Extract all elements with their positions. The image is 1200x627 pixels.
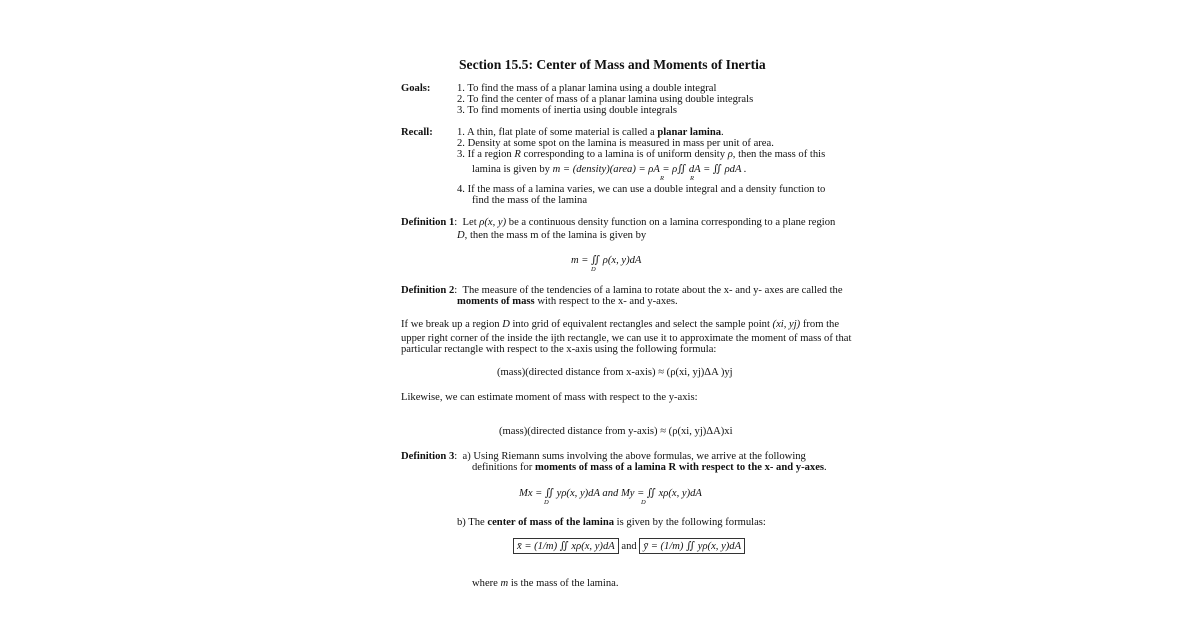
mass-formula: m = ∬ ρ(x, y)dA [571,255,642,266]
definition-3-b: b) The center of mass of the lamina is given by the following formulas: [457,517,766,528]
moments-sub-D-2: D [641,499,646,506]
recall-item-3: 3. If a region R corresponding to a lamina is of uniform density ρ, then the mass of this [457,149,826,160]
recall-item-4-line-2: find the mass of the lamina [472,195,588,206]
ybar-formula: ȳ = (1/m) ∬ yρ(x, y)dA [639,538,745,554]
where-text: where m is the mass of the lamina. [472,578,619,589]
definition-2: Definition 2: The measure of the tendencies of a lamina to rotate about the x- and y- axes are called the [401,285,843,296]
goals-item-1: 1. To find the mass of a planar lamina using a double integral [457,83,717,94]
definition-1: Definition 1: Let ρ(x, y) be a continuous density function on a lamina corresponding to a plane region [401,217,836,228]
recall-label: Recall: [401,127,433,138]
uniform-mass-formula: m = (density)(area) = ρA = ρ∬ dA = ∬ ρdA . [552,164,747,175]
uniform-mass-sub-R-2: R [690,175,694,182]
center-of-mass-formulas [513,538,745,554]
goals-item-3: 3. To find moments of inertia using double integrals [457,105,678,116]
y-axis-moment-formula: (mass)(directed distance from y-axis) ≈ (ρ(xi, yj)ΔA)xi [499,426,733,437]
paragraph-line-2: upper right corner of the inside the ijth rectangle, we can use it to approximate the moment of mass of that [401,333,852,344]
mass-formula-sub-D: D [591,266,596,273]
xbar-formula: x̄ = (1/m) ∬ xρ(x, y)dA [513,538,619,554]
goals-label: Goals: [401,83,431,94]
definition-3-a-line-2: definitions for moments of mass of a lamina R with respect to the x- and y-axes. [472,462,827,473]
paragraph-line-3: particular rectangle with respect to the x-axis using the following formula: [401,344,717,355]
uniform-mass-sub-R-1: R [660,175,664,182]
page-title: Section 15.5: Center of Mass and Moments of Inertia [459,57,766,72]
likewise-text: Likewise, we can estimate moment of mass with respect to the y-axis: [401,392,698,403]
recall-item-4: 4. If the mass of a lamina varies, we can use a double integral and a density function to [457,184,826,195]
goals-item-2: 2. To find the center of mass of a planar lamina using double integrals [457,94,754,105]
recall-item-3-line-2: lamina is given by m = (density)(area) = ρA = ρ∬ dA = ∬ ρdA . [472,164,747,175]
recall-item-1: 1. A thin, flat plate of some material is called a planar lamina. [457,127,724,138]
definition-3: Definition 3: a) Using Riemann sums involving the above formulas, we arrive at the following [401,451,806,462]
moments-formula: Mx = ∬ yρ(x, y)dA and My = ∬ xρ(x, y)dA [519,488,702,499]
moments-sub-D-1: D [544,499,549,506]
and-text: and [621,541,637,552]
definition-1-line-2: D, then the mass m of the lamina is given by [457,230,647,241]
paragraph-line-1: If we break up a region D into grid of equivalent rectangles and select the sample point (xi, yj) from the [401,319,840,330]
x-axis-moment-formula: (mass)(directed distance from x-axis) ≈ (ρ(xi, yj)ΔA )yj [497,367,733,378]
recall-item-2: 2. Density at some spot on the lamina is measured in mass per unit of area. [457,138,774,149]
definition-2-line-2: moments of mass with respect to the x- and y-axes. [457,296,678,307]
